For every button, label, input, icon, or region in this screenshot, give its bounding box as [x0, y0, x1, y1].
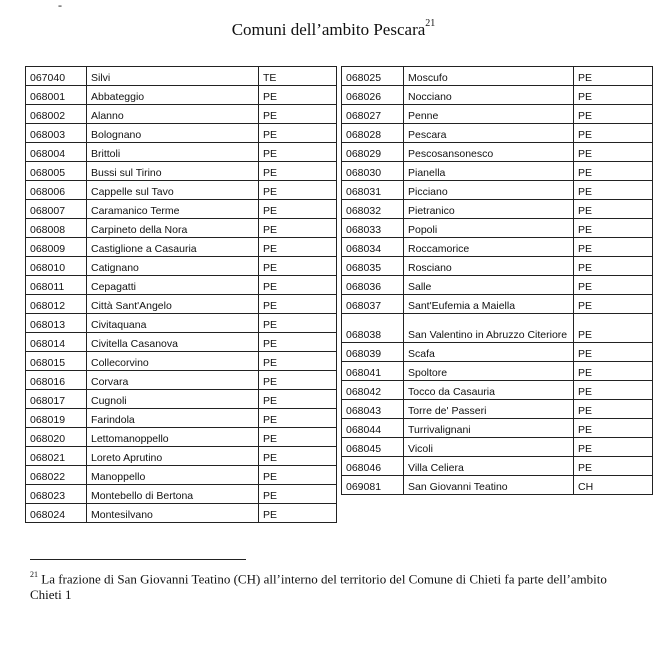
municipality-code: 068036: [342, 276, 404, 295]
province-code: PE: [259, 86, 337, 105]
municipality-code: 068015: [26, 352, 87, 371]
municipality-code: 068044: [342, 419, 404, 438]
municipality-name: Vicoli: [404, 438, 574, 457]
municipality-code: 068007: [26, 200, 87, 219]
province-code: PE: [574, 105, 653, 124]
municipality-code: 068046: [342, 457, 404, 476]
municipality-name: San Valentino in Abruzzo Citeriore: [404, 314, 574, 343]
province-code: PE: [574, 124, 653, 143]
table-row: [342, 124, 653, 143]
municipality-code: 068006: [26, 181, 87, 200]
municipality-name: Abbateggio: [87, 86, 259, 105]
municipality-code: 068029: [342, 143, 404, 162]
comuni-table-right: [341, 66, 653, 495]
province-code: PE: [259, 143, 337, 162]
municipality-name: Scafa: [404, 343, 574, 362]
municipality-name: Civitella Casanova: [87, 333, 259, 352]
municipality-code: 068008: [26, 219, 87, 238]
municipality-name: Bussi sul Tirino: [87, 162, 259, 181]
municipality-name: Città Sant'Angelo: [87, 295, 259, 314]
province-code: PE: [574, 295, 653, 314]
province-code: PE: [259, 390, 337, 409]
municipality-name: Catignano: [87, 257, 259, 276]
municipality-code: 068030: [342, 162, 404, 181]
table-row: [342, 314, 653, 343]
table-row: [26, 238, 337, 257]
title-text: Comuni dell’ambito Pescara: [231, 20, 426, 39]
municipality-code: 068042: [342, 381, 404, 400]
municipality-code: 068020: [26, 428, 87, 447]
municipality-name: Cappelle sul Tavo: [87, 181, 259, 200]
table-row: [26, 390, 337, 409]
municipality-code: 068003: [26, 124, 87, 143]
municipality-name: Pietranico: [404, 200, 574, 219]
province-code: PE: [259, 504, 337, 523]
footnote-number: 21: [30, 570, 38, 579]
municipality-code: 068038: [342, 314, 404, 343]
municipality-code: 068035: [342, 257, 404, 276]
municipality-code: 068019: [26, 409, 87, 428]
table-row: [26, 371, 337, 390]
province-code: PE: [259, 200, 337, 219]
municipality-name: San Giovanni Teatino: [404, 476, 574, 495]
table-row: [26, 333, 337, 352]
municipality-name: Rosciano: [404, 257, 574, 276]
municipality-code: 068041: [342, 362, 404, 381]
municipality-code: 068027: [342, 105, 404, 124]
table-row: [342, 67, 653, 86]
municipality-name: Montesilvano: [87, 504, 259, 523]
province-code: PE: [259, 295, 337, 314]
province-code: PE: [574, 438, 653, 457]
municipality-name: Villa Celiera: [404, 457, 574, 476]
province-code: CH: [574, 476, 653, 495]
municipality-code: 068033: [342, 219, 404, 238]
municipality-name: Turrivalignani: [404, 419, 574, 438]
municipality-code: 068013: [26, 314, 87, 333]
table-row: [342, 200, 653, 219]
table-row: [26, 485, 337, 504]
municipality-code: 068032: [342, 200, 404, 219]
table-row: [342, 343, 653, 362]
municipality-name: Manoppello: [87, 466, 259, 485]
province-code: PE: [574, 362, 653, 381]
province-code: TE: [259, 67, 337, 86]
municipality-name: Tocco da Casauria: [404, 381, 574, 400]
table-row: [342, 181, 653, 200]
table-row: [26, 86, 337, 105]
municipality-name: Collecorvino: [87, 352, 259, 371]
page-title: [0, 20, 667, 40]
table-row: [26, 276, 337, 295]
municipality-code: 068037: [342, 295, 404, 314]
footnote: [30, 568, 630, 603]
table-row: [26, 352, 337, 371]
municipality-code: 068016: [26, 371, 87, 390]
province-code: PE: [574, 314, 653, 343]
municipality-name: Cugnoli: [87, 390, 259, 409]
municipality-code: 068039: [342, 343, 404, 362]
table-row: [26, 447, 337, 466]
table-row: [342, 219, 653, 238]
municipality-code: 068014: [26, 333, 87, 352]
table-row: [26, 67, 337, 86]
table-row: [342, 295, 653, 314]
municipality-name: Spoltore: [404, 362, 574, 381]
province-code: PE: [574, 276, 653, 295]
municipality-code: 068026: [342, 86, 404, 105]
table-row: [26, 143, 337, 162]
municipality-name: Civitaquana: [87, 314, 259, 333]
page-mark: -: [58, 0, 62, 12]
municipality-code: 069081: [342, 476, 404, 495]
municipality-name: Popoli: [404, 219, 574, 238]
province-code: PE: [259, 466, 337, 485]
table-row: [26, 257, 337, 276]
province-code: PE: [259, 105, 337, 124]
municipality-name: Montebello di Bertona: [87, 485, 259, 504]
table-row: [342, 238, 653, 257]
province-code: PE: [574, 343, 653, 362]
table-row: [26, 428, 337, 447]
municipality-name: Cepagatti: [87, 276, 259, 295]
municipality-code: 068028: [342, 124, 404, 143]
municipality-name: Torre de' Passeri: [404, 400, 574, 419]
province-code: PE: [259, 276, 337, 295]
table-row: [26, 105, 337, 124]
municipality-name: Silvi: [87, 67, 259, 86]
municipality-name: Pianella: [404, 162, 574, 181]
municipality-code: 068002: [26, 105, 87, 124]
province-code: PE: [574, 67, 653, 86]
table-row: [26, 314, 337, 333]
table-row: [26, 219, 337, 238]
municipality-code: 068021: [26, 447, 87, 466]
municipality-code: 068009: [26, 238, 87, 257]
municipality-name: Picciano: [404, 181, 574, 200]
province-code: PE: [259, 485, 337, 504]
province-code: PE: [259, 238, 337, 257]
municipality-name: Lettomanoppello: [87, 428, 259, 447]
municipality-code: 068023: [26, 485, 87, 504]
table-row: [26, 295, 337, 314]
municipality-name: Brittoli: [87, 143, 259, 162]
table-row: [342, 476, 653, 495]
province-code: PE: [574, 181, 653, 200]
province-code: PE: [259, 352, 337, 371]
municipality-name: Farindola: [87, 409, 259, 428]
municipality-code: 068012: [26, 295, 87, 314]
municipality-code: 068022: [26, 466, 87, 485]
table-row: [342, 438, 653, 457]
table-row: [342, 362, 653, 381]
table-row: [26, 504, 337, 523]
municipality-code: 068010: [26, 257, 87, 276]
table-row: [342, 400, 653, 419]
province-code: PE: [259, 124, 337, 143]
province-code: PE: [259, 409, 337, 428]
table-row: [342, 105, 653, 124]
comuni-table-left: [25, 66, 337, 523]
municipality-name: Nocciano: [404, 86, 574, 105]
province-code: PE: [259, 257, 337, 276]
municipality-name: Roccamorice: [404, 238, 574, 257]
table-row: [26, 162, 337, 181]
province-code: PE: [574, 219, 653, 238]
province-code: PE: [574, 86, 653, 105]
table-row: [342, 162, 653, 181]
province-code: PE: [259, 162, 337, 181]
municipality-name: Salle: [404, 276, 574, 295]
municipality-name: Loreto Aprutino: [87, 447, 259, 466]
table-row: [26, 200, 337, 219]
municipality-name: Corvara: [87, 371, 259, 390]
province-code: PE: [574, 257, 653, 276]
municipality-code: 068001: [26, 86, 87, 105]
municipality-code: 068034: [342, 238, 404, 257]
municipality-code: 068024: [26, 504, 87, 523]
province-code: PE: [259, 428, 337, 447]
province-code: PE: [574, 457, 653, 476]
province-code: PE: [259, 181, 337, 200]
footnote-text: La frazione di San Giovanni Teatino (CH) all’interno del territorio del Comune di Chieti fa parte dell’ambito Chieti 1: [30, 571, 607, 603]
municipality-code: 068011: [26, 276, 87, 295]
table-row: [342, 143, 653, 162]
table-row: [342, 276, 653, 295]
municipality-code: 068031: [342, 181, 404, 200]
municipality-name: Moscufo: [404, 67, 574, 86]
municipality-name: Castiglione a Casauria: [87, 238, 259, 257]
municipality-code: 068004: [26, 143, 87, 162]
province-code: PE: [259, 333, 337, 352]
municipality-name: Alanno: [87, 105, 259, 124]
municipality-name: Carpineto della Nora: [87, 219, 259, 238]
province-code: PE: [259, 219, 337, 238]
province-code: PE: [574, 143, 653, 162]
table-row: [26, 181, 337, 200]
title-footnote-ref: 21: [425, 18, 436, 30]
province-code: PE: [574, 381, 653, 400]
municipality-code: 068043: [342, 400, 404, 419]
municipality-code: 067040: [26, 67, 87, 86]
province-code: PE: [259, 314, 337, 333]
table-row: [26, 409, 337, 428]
table-row: [342, 457, 653, 476]
municipality-name: Pescara: [404, 124, 574, 143]
municipality-code: 068025: [342, 67, 404, 86]
province-code: PE: [574, 238, 653, 257]
municipality-name: Sant'Eufemia a Maiella: [404, 295, 574, 314]
municipality-code: 068017: [26, 390, 87, 409]
table-row: [342, 257, 653, 276]
table-row: [26, 466, 337, 485]
table-row: [342, 381, 653, 400]
municipality-name: Caramanico Terme: [87, 200, 259, 219]
province-code: PE: [574, 400, 653, 419]
table-row: [342, 419, 653, 438]
table-row: [26, 124, 337, 143]
municipality-name: Penne: [404, 105, 574, 124]
province-code: PE: [574, 162, 653, 181]
municipality-code: 068045: [342, 438, 404, 457]
municipality-code: 068005: [26, 162, 87, 181]
province-code: PE: [574, 200, 653, 219]
province-code: PE: [574, 419, 653, 438]
municipality-name: Bolognano: [87, 124, 259, 143]
province-code: PE: [259, 371, 337, 390]
province-code: PE: [259, 447, 337, 466]
table-row: [342, 86, 653, 105]
footnote-rule: [30, 559, 246, 560]
municipality-name: Pescosansonesco: [404, 143, 574, 162]
